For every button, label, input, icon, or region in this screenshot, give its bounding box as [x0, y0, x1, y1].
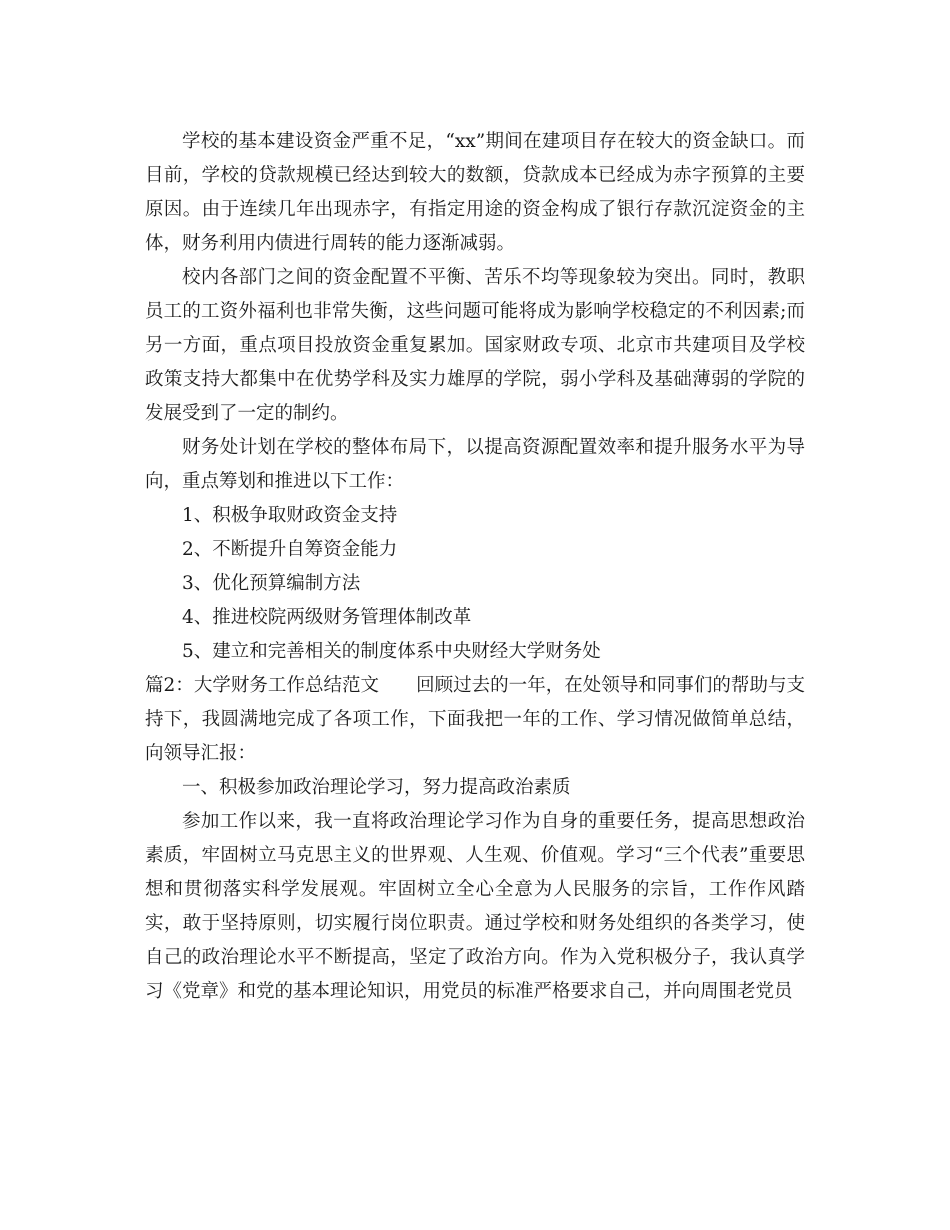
paragraph-funding-shortage: 学校的基本建设资金严重不足，“xx”期间在建项目存在较大的资金缺口。而目前，学校的贷款规模已经达到较大的数额，贷款成本已经成为赤字预算的主要原因。由于连续几年出现赤字，有指定用途的资金构成了银行存款沉淀资金的主体，财务利用内债进行周转的能力逐渐减弱。: [145, 131, 805, 254]
document-body: [145, 125, 805, 1009]
paragraph-work-plan: 财务处计划在学校的整体布局下，以提高资源配置效率和提升服务水平为导向，重点筹划和推进以下工作：: [145, 437, 805, 492]
chapter-title: 篇2：大学财务工作总结范文: [145, 675, 380, 696]
section-heading: 一、积极参加政治理论学习，努力提高政治素质: [182, 777, 571, 798]
list-item: 3、优化预算编制方法: [182, 573, 361, 594]
list-item: 4、推进校院两级财务管理体制改革: [182, 607, 472, 628]
paragraph-allocation-imbalance: 校内各部门之间的资金配置不平衡、苦乐不均等现象较为突出。同时，教职员工的工资外福利也非常失衡，这些问题可能将成为影响学校稳定的不利因素;而另一方面，重点项目投放资金重复累加。国家财政专项、北京市共建项目及学校政策支持大都集中在优势学科及实力雄厚的学院，弱小学科及基础薄弱的学院的发展受到了一定的制约。: [145, 267, 805, 424]
list-item: 1、积极争取财政资金支持: [182, 505, 398, 526]
chapter-paragraph: [145, 669, 805, 771]
list-item: 2、不断提升自筹资金能力: [182, 539, 398, 560]
chapter-intro: 回顾过去的一年，在处领导和同事们的帮助与支持下，我圆满地完成了各项工作，下面我把一年的工作、学习情况做简单总结，向领导汇报：: [145, 675, 805, 764]
list-item: 5、建立和完善相关的制度体系中央财经大学财务处: [182, 641, 601, 662]
paragraph-political-study: 参加工作以来，我一直将政治理论学习作为自身的重要任务，提高思想政治素质，牢固树立马克思主义的世界观、人生观、价值观。学习“三个代表”重要思想和贯彻落实科学发展观。牢固树立全心全意为人民服务的宗旨，工作作风踏实，敢于坚持原则，切实履行岗位职责。通过学校和财务处组织的各类学习，使自己的政治理论水平不断提高，坚定了政治方向。作为入党积极分子，我认真学习《党章》和党的基本理论知识，用党员的标准严格要求自己，并向周围老党员: [145, 811, 805, 1002]
